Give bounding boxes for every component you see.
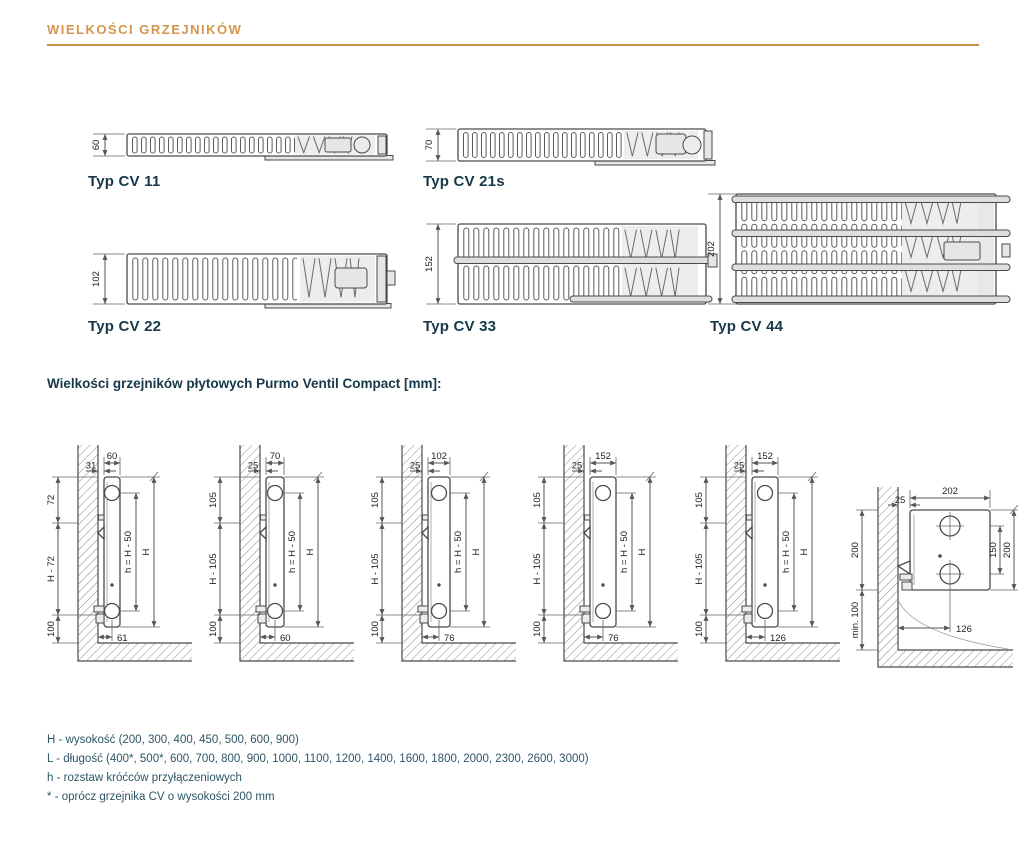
top-view-cv11-label: Typ CV 11 (88, 173, 161, 190)
dim-height-H: H (637, 548, 648, 556)
dim-depth-label: 102 (91, 271, 102, 287)
dim-left-mid: H - 105 (532, 553, 543, 585)
dim-left-mid: H - 105 (694, 553, 705, 585)
dim-top-width: 60 (106, 451, 118, 462)
side-view-cv44 (690, 425, 852, 675)
dim-h-spacing: h = H - 50 (287, 531, 298, 573)
legend-height: H - wysokość (200, 300, 400, 450, 500, 600, 900) (47, 734, 299, 746)
top-view-cv21s-label: Typ CV 21s (423, 173, 505, 190)
side-view-cv11 (42, 425, 204, 675)
top-view-cv21s (420, 121, 716, 177)
dim-left-top: 72 (46, 494, 57, 506)
dim-top-width: 70 (269, 451, 281, 462)
dim-left-mid: H - 105 (208, 553, 219, 585)
dim-wall-gap: 25 (247, 460, 259, 472)
top-view-cv33-label: Typ CV 33 (423, 318, 497, 335)
dim-left-bottom: 100 (370, 621, 381, 637)
corner-view-cv200 (848, 462, 1026, 692)
dim-left-bottom: 100 (46, 621, 57, 637)
page-title: WIELKOŚCI GRZEJNIKÓW (47, 22, 243, 37)
top-view-cv22 (85, 246, 397, 316)
dim-outlet: 76 (444, 633, 455, 644)
dim-left-bottom: 100 (694, 621, 705, 637)
dim-top-width: 152 (757, 451, 773, 462)
legend-footnote: * - oprócz grzejnika CV o wysokości 200 mm (47, 791, 275, 803)
dim-wall-gap: 25 (733, 460, 745, 472)
top-view-cv33 (420, 216, 718, 318)
dim-h-spacing: h = H - 50 (453, 531, 464, 573)
dim-depth-label: 70 (424, 139, 435, 151)
side-view-cv21s (204, 425, 366, 675)
dim-height-H: H (471, 548, 482, 556)
legend (47, 731, 589, 807)
top-view-cv11 (85, 124, 397, 176)
dim-depth-label: 202 (706, 241, 717, 257)
dim-top-width: 102 (431, 451, 447, 462)
dim-height-H: H (305, 548, 316, 556)
dim-outlet: 76 (608, 633, 619, 644)
dim-outlet: 61 (117, 633, 128, 644)
dim-left-bottom: min. 100 (850, 601, 861, 639)
side-view-cv33 (528, 425, 690, 675)
dim-depth-label: 60 (91, 139, 102, 151)
dim-left-bottom: 100 (208, 621, 219, 637)
dim-left-mid: H - 105 (370, 553, 381, 585)
dim-left-top: 200 (850, 542, 861, 558)
dim-h-spacing: h = H - 50 (781, 531, 792, 573)
dim-depth-label: 152 (424, 256, 435, 272)
dim-h-spacing: h = H - 50 (619, 531, 630, 573)
dim-top-width: 202 (942, 486, 958, 497)
dim-outlet: 126 (770, 633, 786, 644)
top-view-cv44-label: Typ CV 44 (710, 318, 784, 335)
dim-left-top: 105 (208, 492, 219, 508)
section-heading: Wielkości grzejników płytowych Purmo Ventil Compact [mm]: (47, 376, 442, 391)
dim-outlet: 60 (280, 633, 291, 644)
dim-height-H: H (141, 548, 152, 556)
legend-length: L - długość (400*, 500*, 600, 700, 800, 900, 1000, 1100, 1200, 1400, 1600, 1800, 2000, 2300, 2600, 3000) (47, 753, 589, 765)
dim-wall-gap: 31 (85, 460, 97, 472)
dim-right-inner: 150 (988, 542, 999, 558)
dim-left-top: 105 (694, 492, 705, 508)
dim-wall-gap: 25 (409, 460, 421, 472)
top-view-cv22-label: Typ CV 22 (88, 318, 162, 335)
side-view-cv22 (366, 425, 528, 675)
dim-left-bottom: 100 (532, 621, 543, 637)
header-rule (47, 44, 979, 46)
dim-height-H: H (799, 548, 810, 556)
dim-right-outer: 200 (1002, 542, 1013, 558)
dim-left-mid: H - 72 (46, 556, 57, 582)
dim-bottom: 126 (956, 624, 972, 635)
dim-left-top: 105 (370, 492, 381, 508)
top-view-cv44 (706, 186, 1014, 316)
legend-h-spacing: h - rozstaw króćców przyłączeniowych (47, 772, 242, 784)
dim-wall-gap: 25 (894, 495, 906, 506)
dim-wall-gap: 25 (571, 460, 583, 472)
dim-h-spacing: h = H - 50 (123, 531, 134, 573)
dim-left-top: 105 (532, 492, 543, 508)
dim-top-width: 152 (595, 451, 611, 462)
